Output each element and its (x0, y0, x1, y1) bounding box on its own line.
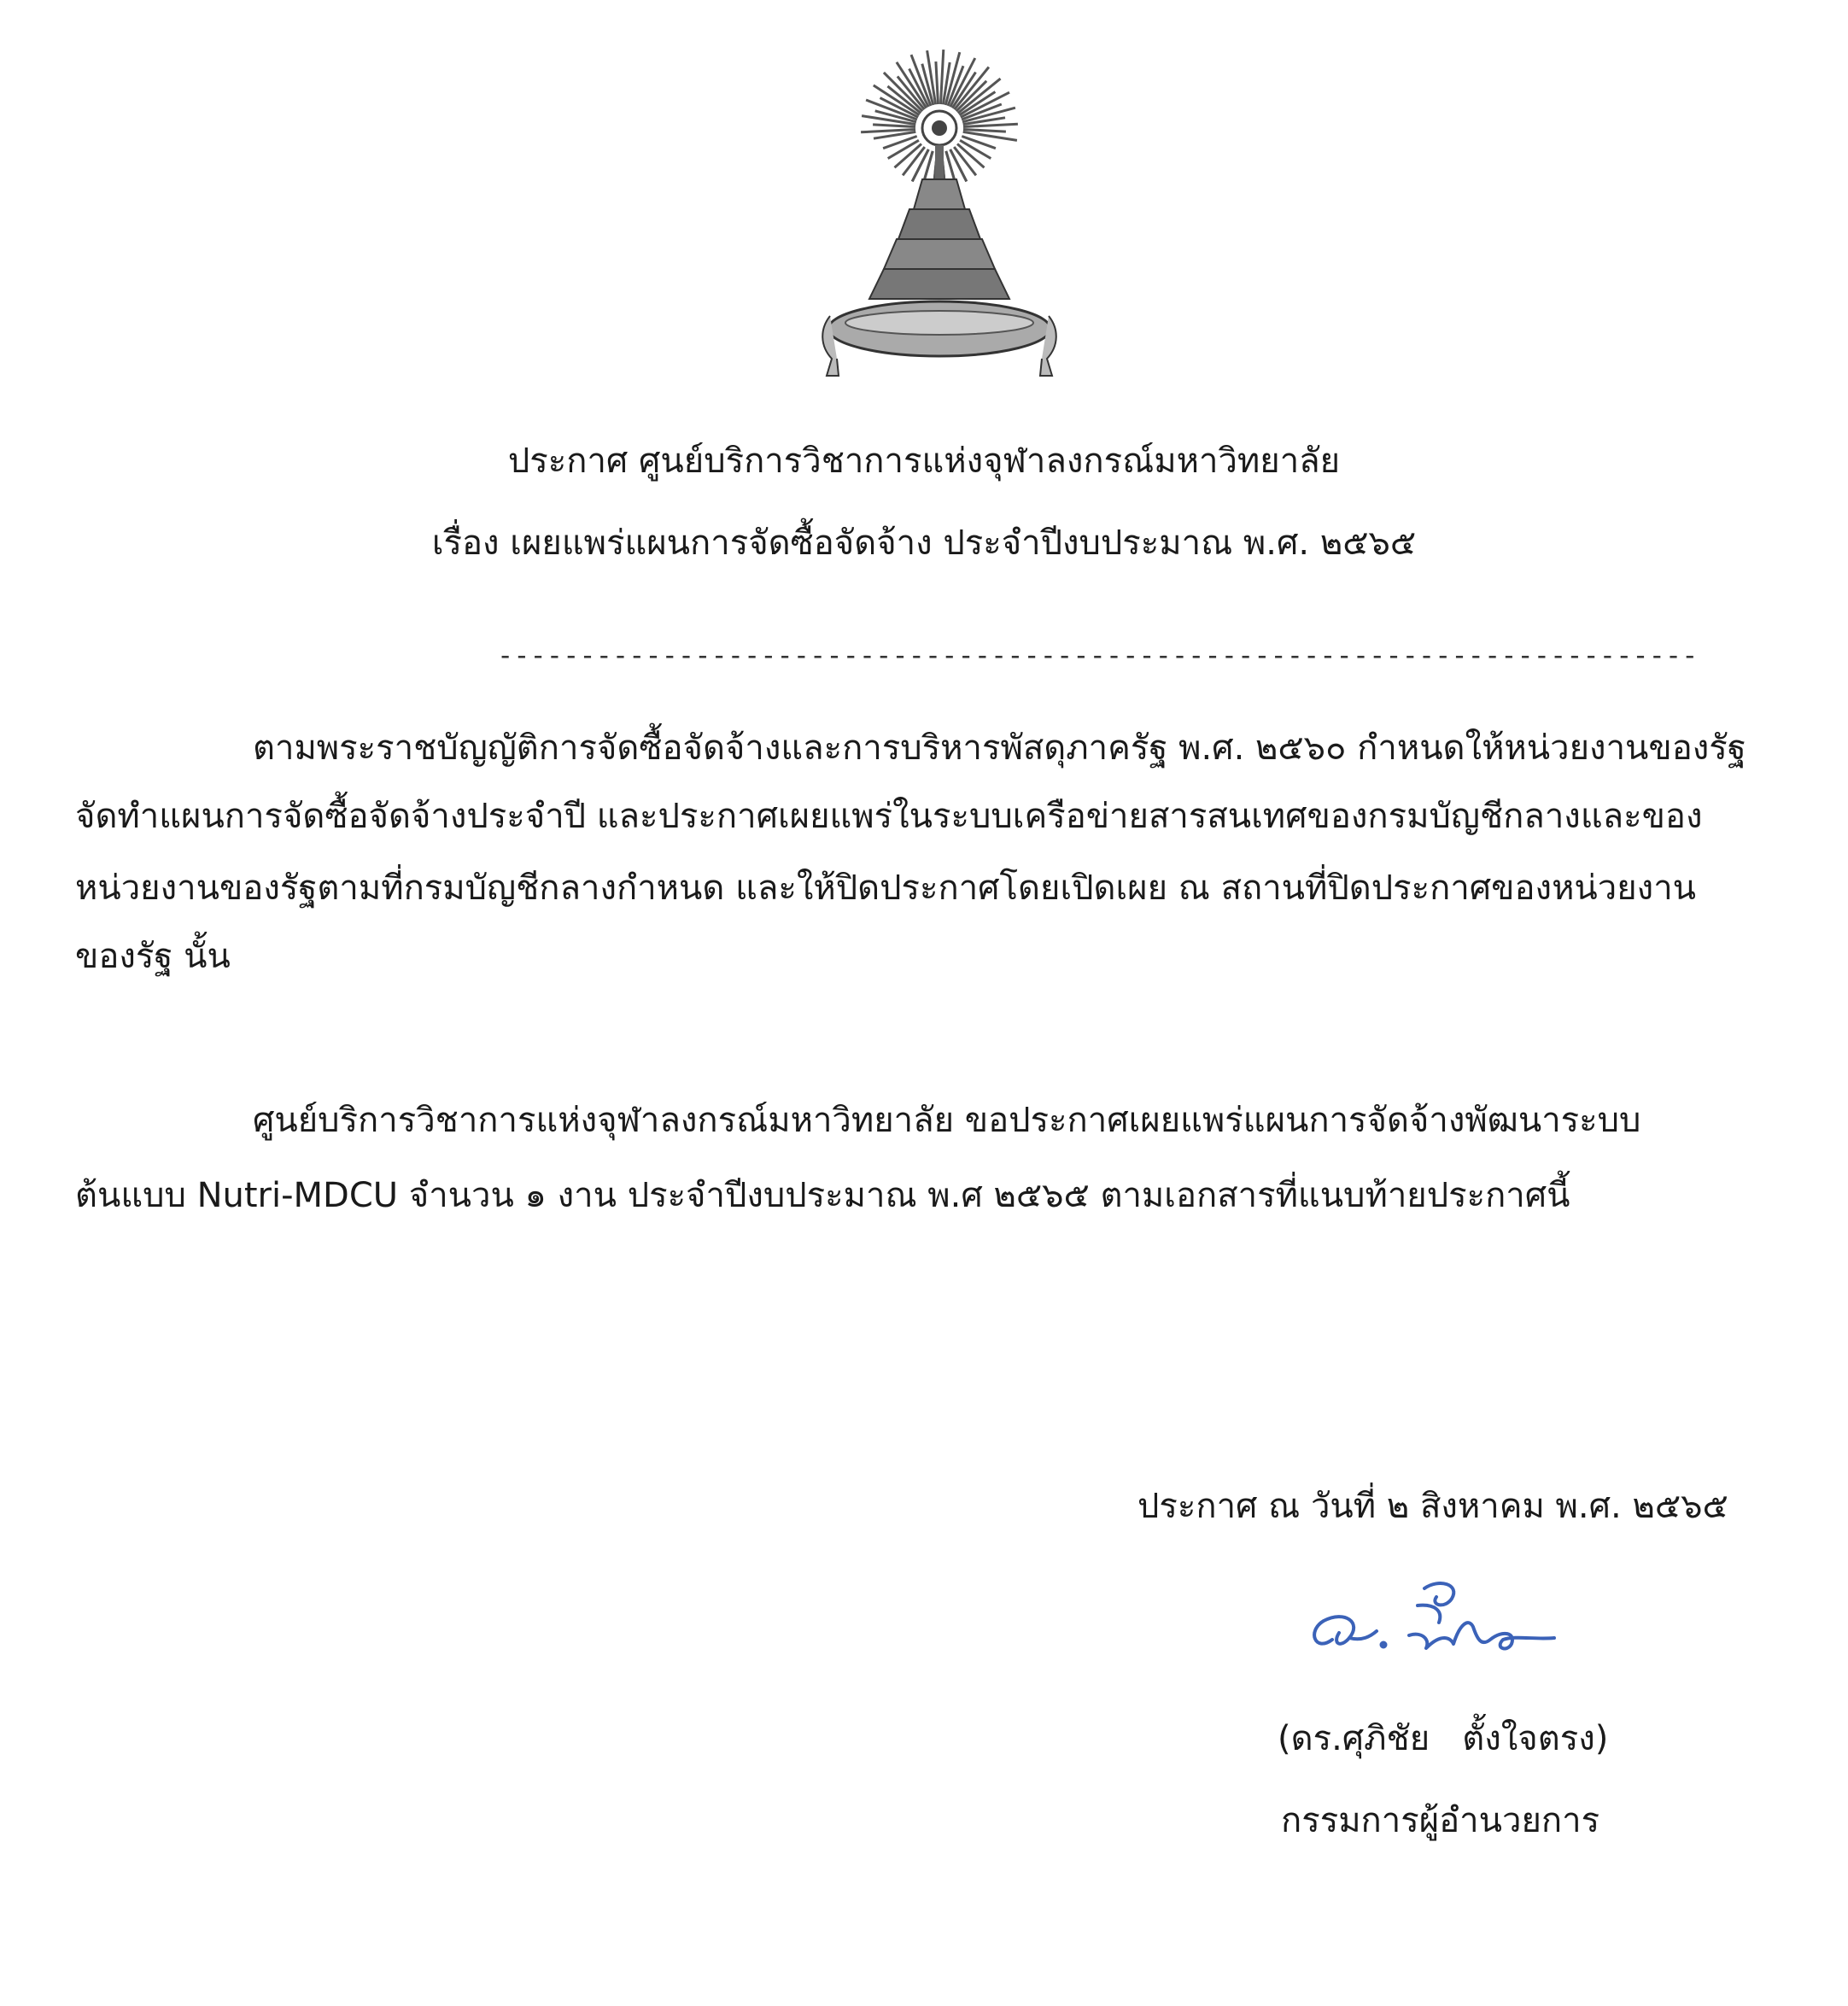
announcement-subject: เรื่อง เผยแพร่แผนการจัดซื้อจัดจ้าง ประจำปีงบประมาณ พ.ศ. ๒๕๖๕ (431, 523, 1417, 563)
paragraph-2-line-1: ศูนย์บริการวิชาการแห่งจุฬาลงกรณ์มหาวิทยาลัย ขอประกาศเผยแพร่แผนการจัดจ้างพัฒนาระบบ (253, 1101, 1641, 1140)
emblem-ray (963, 130, 1006, 132)
emblem-ray (874, 132, 915, 138)
paragraph-2-line-2: ต้นแบบ Nutri-MDCU จำนวน ๑ งาน ประจำปีงบประมาณ พ.ศ ๒๕๖๕ ตามเอกสารที่แนบท้ายประกาศนี้ (75, 1176, 1570, 1215)
emblem-ray (962, 137, 996, 149)
paragraph-1-line-3: หน่วยงานของรัฐตามที่กรมบัญชีกลางกำหนด และให้ปิดประกาศโดยเปิดเผย ณ สถานที่ปิดประกาศของหน่วยงาน (75, 868, 1697, 908)
emblem-ray (941, 50, 944, 104)
signer-name: (ดร.ศุภิชัย ตั้งใจตรง) (1278, 1719, 1609, 1758)
announcement-title: ประกาศ ศูนย์บริการวิชาการแห่งจุฬาลงกรณ์มหาวิทยาลัย (507, 442, 1341, 481)
emblem-ray (963, 124, 1018, 126)
paragraph-1-line-1: ตามพระราชบัญญัติการจัดซื้อจัดจ้างและการบริหารพัสดุภาครัฐ พ.ศ. ๒๕๖๐ กำหนดให้หน่วยงานของรัฐ (253, 728, 1746, 768)
paragraph-1-line-4: ของรัฐ นั้น (75, 937, 231, 976)
emblem-ray (873, 125, 915, 127)
emblem-ray (883, 137, 917, 149)
emblem-ray (861, 130, 915, 132)
divider-line: ------------------------------------------------------------------------- (497, 639, 1699, 671)
phra-kiao-emblem-icon (820, 60, 1059, 401)
signer-title: กรรมการผู้อำนวยการ (1281, 1801, 1600, 1840)
paragraph-1-line-2: จัดทำแผนการจัดซื้อจัดจ้างประจำปี และประกาศเผยแพร่ในระบบเครือข่ายสารสนเทศของกรมบัญชีกลางและของ (75, 797, 1703, 836)
emblem-ray (936, 61, 939, 104)
handwritten-signature-icon (1298, 1571, 1597, 1674)
announcement-date: ประกาศ ณ วันที่ ๒ สิงหาคม พ.ศ. ๒๕๖๕ (1137, 1487, 1728, 1526)
